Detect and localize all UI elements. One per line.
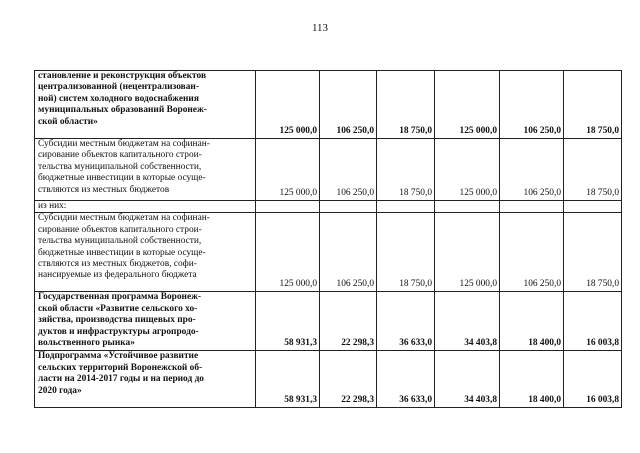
value-cell: 36 633,0 — [377, 351, 435, 408]
row-description-line: зяйства, производства пищевых про- — [38, 315, 196, 326]
value-cell: 125 000,0 — [256, 213, 320, 292]
row-description-line: нансируемые из федерального бюджета — [38, 270, 197, 281]
row-description-line: ствляются из местных бюджетов — [38, 184, 170, 195]
value-cell: 18 750,0 — [564, 71, 622, 139]
value-cell — [564, 201, 622, 213]
value-cell: 106 250,0 — [500, 71, 564, 139]
value-cell: 106 250,0 — [320, 71, 377, 139]
value-cell: 125 000,0 — [435, 213, 500, 292]
row-description — [35, 213, 256, 292]
value-cell: 106 250,0 — [500, 139, 564, 201]
value-cell: 18 750,0 — [377, 139, 435, 201]
row-description-line: становление и реконструкция объектов — [38, 71, 207, 81]
value-cell: 106 250,0 — [500, 213, 564, 292]
value-cell: 34 403,8 — [435, 292, 500, 351]
row-description-line: Субсидии местным бюджетам на софинан- — [38, 139, 210, 149]
value-cell — [500, 201, 564, 213]
row-description — [35, 71, 256, 139]
row-description-line: тельства муниципальной собственности, — [38, 161, 202, 172]
row-description-line: бюджетные инвестиции в которые осуще- — [38, 247, 206, 258]
row-description-line: сельских территорий Воронежской об- — [38, 362, 203, 373]
value-cell: 18 750,0 — [564, 139, 622, 201]
row-description-line: Государственная программа Воронеж- — [38, 292, 202, 303]
value-cell — [320, 201, 377, 213]
row-description-line: ласти на 2014-2017 годы и на период до — [38, 374, 204, 385]
value-cell: 36 633,0 — [377, 292, 435, 351]
row-description-line: вольственного рынка» — [38, 338, 135, 349]
row-description-line: Субсидии местным бюджетам на софинан- — [38, 213, 210, 224]
page-number: 113 — [311, 22, 329, 34]
table-row — [35, 213, 622, 292]
row-description-line: из них: — [38, 201, 67, 211]
row-description-line: ской области» — [38, 116, 98, 127]
row-description-line: ной) систем холодного водоснабжения — [38, 93, 199, 104]
value-cell: 16 003,8 — [564, 292, 622, 351]
value-cell: 125 000,0 — [256, 71, 320, 139]
budget-table — [34, 70, 622, 408]
value-cell: 18 750,0 — [377, 213, 435, 292]
row-description-line: сирование объектов капитального строи- — [38, 224, 202, 235]
value-cell: 18 750,0 — [564, 213, 622, 292]
table-row — [35, 71, 622, 139]
value-cell — [377, 201, 435, 213]
value-cell: 16 003,8 — [564, 351, 622, 408]
row-description-line: ствляются из местных бюджетов, софи- — [38, 259, 197, 270]
value-cell — [256, 201, 320, 213]
value-cell: 18 750,0 — [377, 71, 435, 139]
row-description — [35, 201, 256, 213]
row-description-line: бюджетные инвестиции в которые осуще- — [38, 173, 206, 184]
value-cell — [435, 201, 500, 213]
table-row — [35, 351, 622, 408]
value-cell: 106 250,0 — [320, 139, 377, 201]
value-cell: 18 400,0 — [500, 351, 564, 408]
row-description — [35, 292, 256, 351]
row-description-line: дуктов и инфраструктуры агропродо- — [38, 326, 199, 337]
table-row — [35, 292, 622, 351]
row-description — [35, 351, 256, 408]
row-description-line: централизованной (нецентрализован- — [38, 82, 199, 93]
row-description-line: Подпрограмма «Устойчивое развитие — [38, 351, 199, 362]
value-cell: 125 000,0 — [435, 139, 500, 201]
row-description — [35, 139, 256, 201]
value-cell: 22 298,3 — [320, 292, 377, 351]
value-cell: 125 000,0 — [435, 71, 500, 139]
table-row — [35, 201, 622, 213]
table-row — [35, 139, 622, 201]
value-cell: 125 000,0 — [256, 139, 320, 201]
row-description-line: сирование объектов капитального строи- — [38, 150, 202, 161]
value-cell: 58 931,3 — [256, 292, 320, 351]
value-cell: 34 403,8 — [435, 351, 500, 408]
value-cell: 106 250,0 — [320, 213, 377, 292]
value-cell: 22 298,3 — [320, 351, 377, 408]
row-description-line: муниципальных образований Воронеж- — [38, 105, 207, 116]
value-cell: 58 931,3 — [256, 351, 320, 408]
row-description-line: ской области «Развитие сельского хо- — [38, 303, 198, 314]
row-description-line: 2020 года» — [38, 385, 82, 396]
row-description-line: тельства муниципальной собственности, — [38, 236, 202, 247]
value-cell: 18 400,0 — [500, 292, 564, 351]
